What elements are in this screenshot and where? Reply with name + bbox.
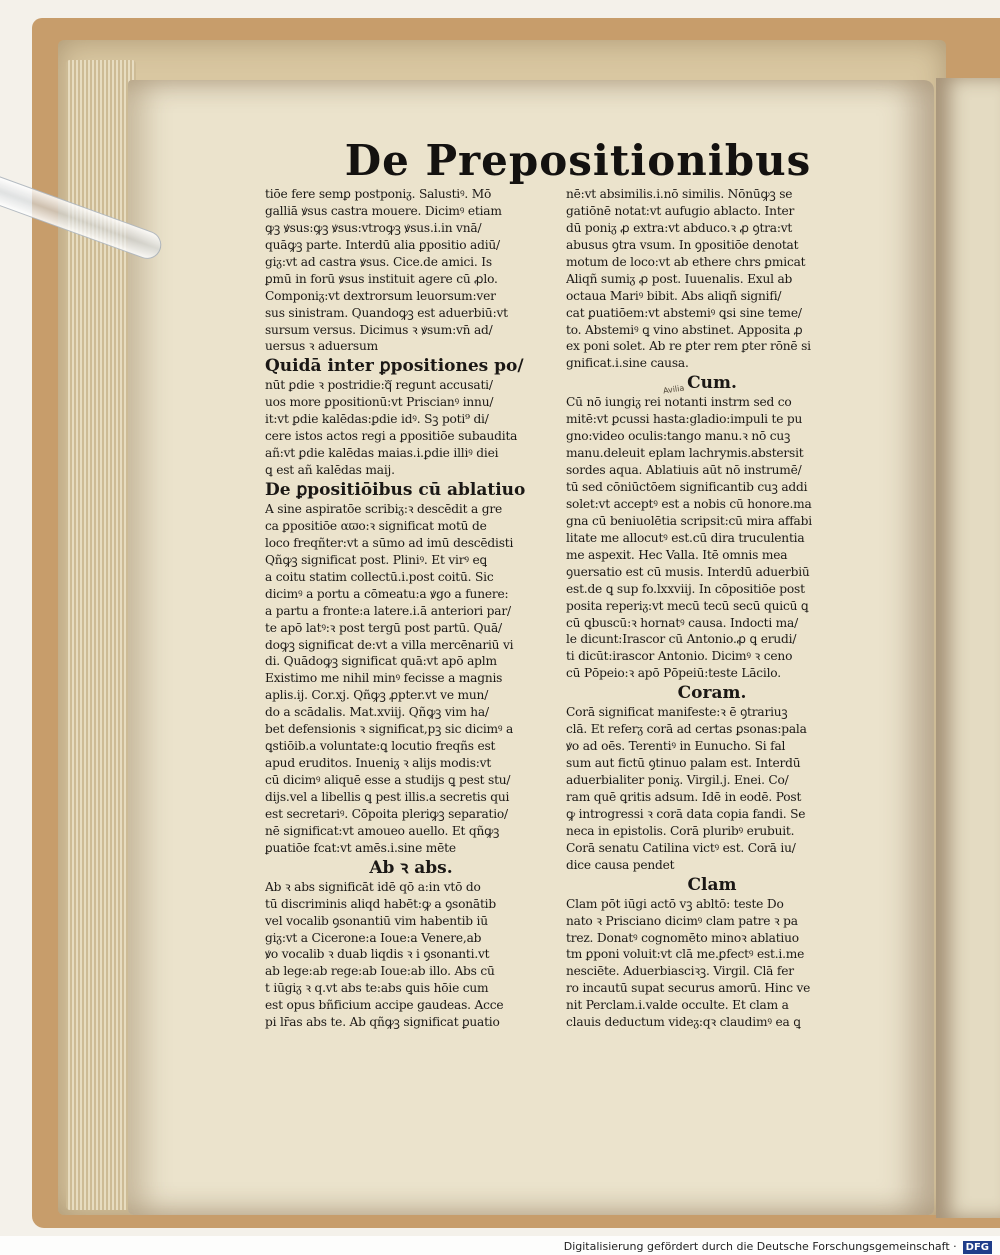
text-line: Componiᵹ:vt dextrorsum leuorsum:ver bbox=[265, 288, 496, 303]
text-line: ꝗstiōib.a voluntate:ꝗ locutio freqñs est bbox=[265, 739, 496, 754]
section-heading: Coram. bbox=[677, 683, 747, 704]
text-line: Corā significat manifeste:ꝛ ē ꝯtrariuꝫ bbox=[566, 705, 788, 720]
text-line: giᵹ:vt ad castra ꝟsus. Cice.de amici. Is bbox=[265, 254, 492, 269]
text-line: tm ꝑponi voluit:vt clā me.ꝑfectꝰ est.i.me bbox=[566, 947, 805, 962]
text-line: nesciēte. Aduerbiasciꝛꝫ. Virgil. Clā fer bbox=[566, 964, 794, 979]
text-line: pi lr̄as abs te. Ab qñꝙꝫ significat ꝑuatio bbox=[265, 1015, 500, 1030]
text-line: ca ꝑpositiōe αϖο:ꝛ significat motū de bbox=[265, 518, 487, 533]
text-line: giᵹ:vt a Cicerone:a Ioue:a Venere,ab bbox=[265, 930, 482, 945]
text-line: di. Quādoꝙꝫ significat quā:vt apō aplm bbox=[265, 654, 497, 669]
text-line: A sine aspiratōe scribiᵹ:ꝛ descēdit a gre bbox=[265, 502, 502, 516]
text-line: it:vt ꝑdie kalēdas:ꝑdie idꝰ. Sꝫ poti⁹ di/ bbox=[265, 412, 489, 427]
text-line: mitē:vt ꝑcussi hasta:gladio:impuli te pu bbox=[566, 412, 803, 427]
text-line: trez. Donatꝰ cognomēto minoꝛ ablatiuo bbox=[566, 930, 799, 945]
right-text-column bbox=[566, 186, 858, 1031]
text-line: te apō latꝰ:ꝛ post tergū post partū. Quā/ bbox=[265, 620, 502, 635]
text-line: neca in epistolis. Corā pluribꝰ erubuit. bbox=[566, 823, 795, 838]
text-line: loco freqñter:vt a sūmo ad imū descēdisti bbox=[265, 535, 514, 550]
text-line: le dicunt:Irascor cū Antonio.ꝓ ꝗ erudi/ bbox=[566, 632, 797, 647]
text-line: Ab ꝛ abs significāt idē qō a:in vtō do bbox=[265, 879, 481, 894]
section-heading: Ab ꝛ abs. bbox=[369, 857, 453, 878]
text-line: est secretariꝰ. Cōpoita pleriꝙꝫ separatio/ bbox=[265, 806, 508, 821]
text-line: to. Abstemiꝰ ꝗ vino abstinet. Apposita ꝓ bbox=[566, 322, 803, 337]
text-line: sus sinistram. Quandoꝙꝫ est aduerbiū:vt bbox=[265, 305, 508, 320]
text-line: clauis deductum videᵹ:qꝛ claudimꝰ ea ꝗ bbox=[566, 1015, 801, 1030]
text-line: bet defensionis ꝛ significat,pꝫ sic dicimꝰ a bbox=[265, 722, 514, 737]
text-line: ꝙꝫ ꝟsus:ꝙꝫ ꝟsus:vtroꝙꝫ ꝟsus.i.in vnā/ bbox=[265, 220, 482, 235]
footer bbox=[0, 1238, 992, 1255]
text-line: quāꝙꝫ parte. Interdū alia ꝑpositio adiū/ bbox=[265, 237, 500, 252]
text-line: litate me allocutꝰ est.cū dira truculentia bbox=[566, 530, 805, 545]
text-line: añ:vt ꝑdie kalēdas maias.i.ꝑdie illiꝰ diei bbox=[265, 446, 499, 461]
text-line: tū discriminis aliqd habēt:ꝙ a ꝯsonātib bbox=[265, 896, 496, 911]
dfg-logo: DFG bbox=[963, 1241, 992, 1254]
text-line: solet:vt acceptꝰ est a nobis cū honore.ma bbox=[566, 496, 812, 511]
text-line: gnificat.i.sine causa. bbox=[566, 356, 689, 371]
text-line: ab lege:ab rege:ab Ioue:ab illo. Abs cū bbox=[265, 964, 495, 979]
text-line: a coitu statim collectū.i.post coitū. Sic bbox=[265, 569, 494, 584]
handwritten-annotation: Avilia bbox=[662, 383, 685, 396]
text-line: octaua Mariꝰ bibit. Abs aliqñ signifi/ bbox=[566, 288, 782, 303]
text-line: ro incautū supat securus amorū. Hinc ve bbox=[566, 981, 811, 996]
text-line: ꝑmū in forū ꝟsus instituit agere cū ꝓlo. bbox=[265, 271, 498, 286]
text-line: tiōe fere semꝑ postponiᵹ. Salustiꝰ. Mō bbox=[265, 187, 492, 201]
text-line: ꝯuersatio est cū musis. Interdū aduerbiū bbox=[566, 564, 810, 579]
text-line: Qñꝙꝫ significat post. Pliniꝰ. Et virꝰ eꝗ bbox=[265, 552, 487, 567]
text-line: ꝟo ad oēs. Terentiꝰ in Eunucho. Si fal bbox=[566, 739, 786, 754]
text-line: Aliqñ sumiᵹ ꝓ post. Iuuenalis. Exul ab bbox=[566, 271, 793, 286]
text-line: gatiōnē notat:vt aufugio ablacto. Inter bbox=[566, 203, 795, 218]
text-line: aduerbialiter poniᵹ. Virgil.j. Enei. Co/ bbox=[566, 773, 789, 787]
text-line: dū poniᵹ ꝓ extra:vt abduco.ꝛ ꝓ ꝯtra:vt bbox=[566, 220, 793, 235]
text-line: apud eruditos. Inueniᵹ ꝛ alijs modis:vt bbox=[265, 756, 492, 771]
text-line: dice causa pendet bbox=[566, 857, 675, 872]
text-line: a partu a fronte:a latere.i.ā anteriori par/ bbox=[265, 603, 511, 618]
text-line: dijs.vel a libellis ꝗ pest illis.a secretis qui bbox=[265, 789, 510, 804]
text-line: manu.deleuit eplam lachrymis.abstersit bbox=[566, 446, 804, 461]
text-line: est opus bñficium accipe gaudeas. Acce bbox=[265, 998, 504, 1013]
text-line: do a scādalis. Mat.xviij. Qñꝙꝫ vim ha/ bbox=[265, 705, 489, 720]
text-line: sum aut fictū ꝯtinuo palam est. Interdū bbox=[566, 756, 801, 771]
text-line: ꝑuatiōe fcat:vt amēs.i.sine mēte bbox=[265, 840, 456, 855]
text-line: motum de loco:vt ab ethere chrs ꝑmicat bbox=[566, 254, 806, 269]
text-line: clā. Et referᵹ corā ad certas ꝑsonas:pala bbox=[566, 722, 807, 737]
section-heading: Cum. bbox=[687, 373, 737, 394]
text-line: uersus ꝛ aduersum bbox=[265, 339, 378, 354]
text-line: t iūgiᵹ ꝛ q.vt abs te:abs ꝗuis hōie cum bbox=[265, 981, 489, 996]
text-line: aplis.ij. Cor.xj. Qñꝙꝫ ꝓpter.vt ve mun/ bbox=[265, 688, 489, 703]
text-line: nato ꝛ Prisciano dicimꝰ clam patre ꝛ pa bbox=[566, 913, 798, 928]
text-line: uos more ꝑpositionū:vt Priscianꝰ innu/ bbox=[265, 395, 494, 410]
text-line: gna cū beniuolētia scripsit:cū mira affabi bbox=[566, 513, 812, 528]
section-heading: Quidā inter ꝑpositiones po/ bbox=[265, 356, 524, 377]
footer-credit: Digitalisierung gefördert durch die Deutsche Forschungsgemeinschaft · bbox=[563, 1240, 957, 1253]
text-line: doꝙꝫ significat de:vt a villa mercēnariū vi bbox=[265, 637, 514, 652]
text-line: me aspexit. Hec Valla. Itē omnis mea bbox=[566, 547, 788, 562]
text-line: cū Pōpeio:ꝛ apō Pōpeiū:teste Lācilo. bbox=[566, 666, 781, 681]
text-line: ex poni solet. Ab re ꝑter rem ꝑter rōnē si bbox=[566, 339, 811, 354]
text-line: abusus ꝯtra vsum. In ꝯpositiōe denotat bbox=[566, 237, 799, 252]
text-line: vel vocalib ꝯsonantiū vim habentib iū bbox=[265, 913, 488, 928]
text-line: nē:vt absimilis.i.nō similis. Nōnūꝙꝫ se bbox=[566, 187, 793, 201]
text-line: dicimꝰ a portu a cōmeatu:a ꝟgo a funere: bbox=[265, 586, 509, 601]
section-heading: Clam bbox=[687, 874, 737, 895]
text-line: Existimo me nihil minꝰ fecisse a magnis bbox=[265, 671, 503, 686]
text-line: ꝙ introgressi ꝛ corā data copia fandi. Se bbox=[566, 806, 806, 821]
text-line: sursum versus. Dicimus ꝛ ꝟsum:vn̄ ad/ bbox=[265, 322, 493, 337]
text-line: Cū nō iungiᵹ rei notanti instrm sed co bbox=[566, 395, 792, 410]
text-line: tū sed cōniūctōem significantib cuꝫ addi bbox=[566, 480, 808, 494]
text-line: ram quē ꝗritis adsum. Idē in eodē. Post bbox=[566, 789, 802, 804]
facing-page-edge bbox=[936, 78, 1000, 1218]
text-line: ꝟo vocalib ꝛ duab liqdis ꝛ i ꝯsonanti.vt bbox=[265, 947, 490, 962]
text-line: gno:video oculis:tango manu.ꝛ nō cuꝫ bbox=[566, 429, 791, 444]
text-line: cat ꝑuatiōem:vt abstemiꝰ ꝗsi sine teme/ bbox=[566, 305, 802, 320]
text-line: Clam pōt iūgi actō vꝫ abltō: teste Do bbox=[566, 896, 784, 911]
text-line: nit Perclam.i.valde occulte. Et clam a bbox=[566, 998, 789, 1013]
text-line: posita reperiᵹ:vt mecū tecū secū quicū ꝗ bbox=[566, 598, 809, 613]
text-line: nūt ꝑdie ꝛ postridie:qᷓ regunt accusati/ bbox=[265, 378, 493, 393]
text-line: cū dicimꝰ aliquē esse a studijs ꝗ pest stu/ bbox=[265, 773, 511, 787]
text-line: galliā ꝟsus castra mouere. Dicimꝰ etiam bbox=[265, 203, 502, 218]
text-line: Corā senatu Catilina victꝰ est. Corā iu/ bbox=[566, 840, 796, 855]
text-line: sordes aqua. Ablatiuis aūt nō instrumē/ bbox=[566, 463, 802, 478]
text-line: ꝗ est añ kalēdas maij. bbox=[265, 463, 395, 478]
page-header: De Prepositionibus bbox=[344, 136, 812, 185]
text-line: cere istos actos regi a ꝑpositiōe subaudita bbox=[265, 429, 518, 444]
text-line: nē significat:vt amoueo auello. Et qñꝙꝫ bbox=[265, 823, 500, 838]
left-text-column bbox=[265, 186, 557, 1031]
text-line: est.de ꝗ sup fo.lxxviij. In cōpositiōe post bbox=[566, 581, 805, 596]
text-line: cū ꝗbuscū:ꝛ hornatꝰ causa. Indocti ma/ bbox=[566, 615, 799, 630]
text-line: ti dicūt:irascor Antonio. Dicimꝰ ꝛ ceno bbox=[566, 649, 793, 664]
section-heading: De ꝑpositiōibus cū ablatiuo bbox=[265, 480, 526, 500]
